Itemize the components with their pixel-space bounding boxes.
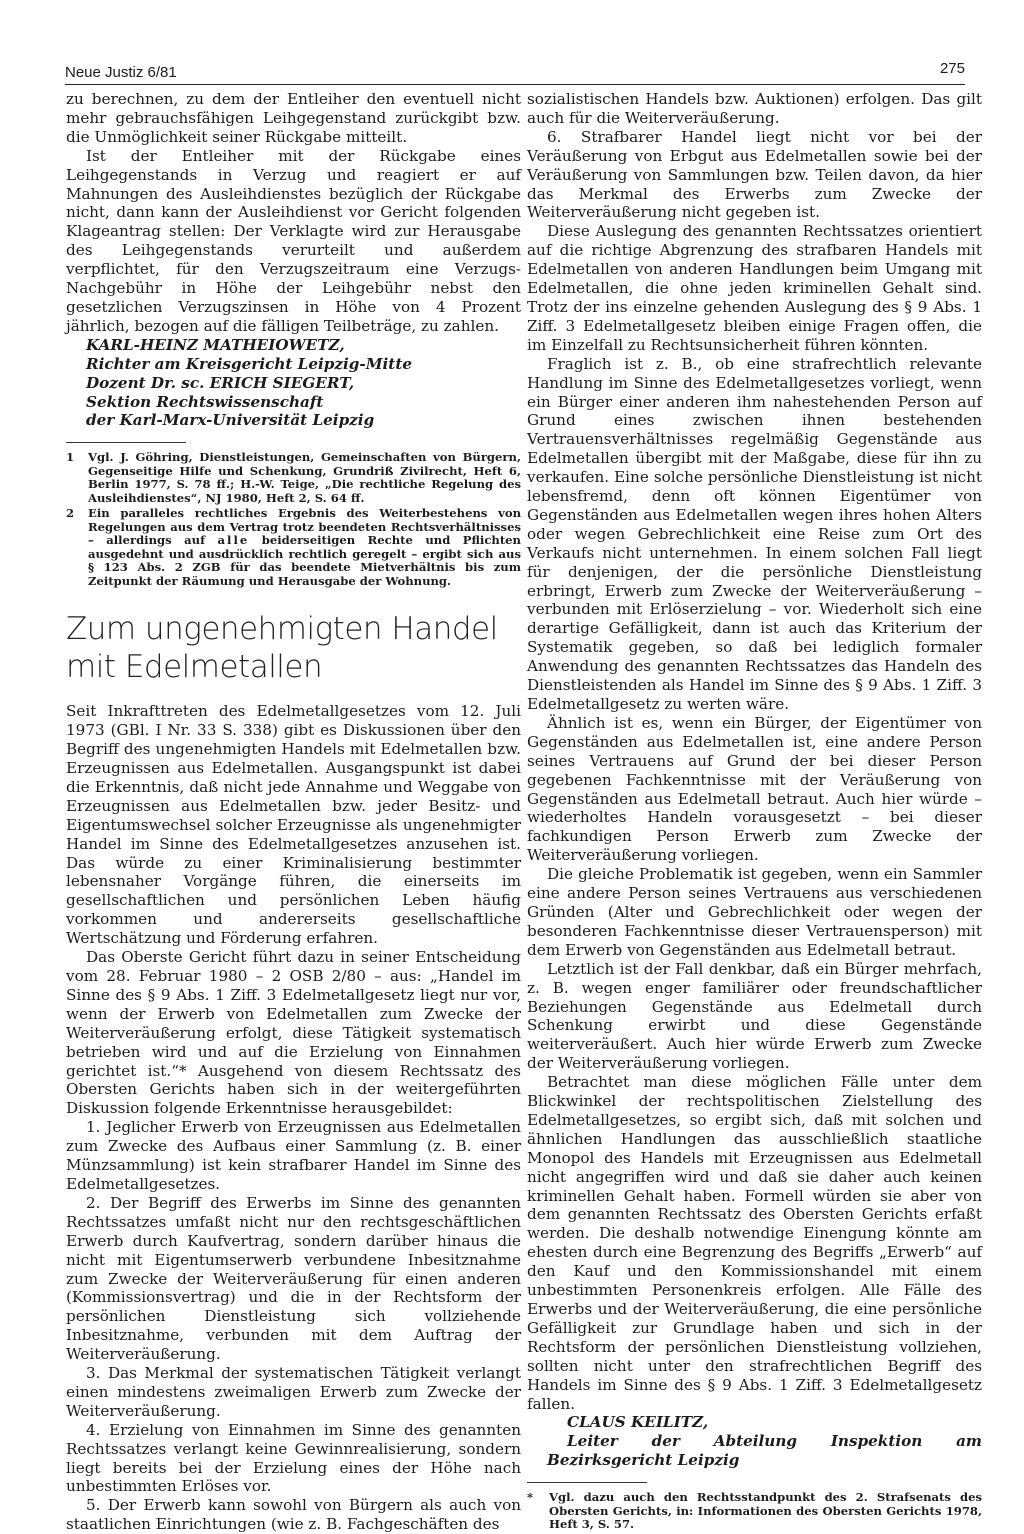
emphasized-word: alle (217, 533, 250, 548)
list-item: 2. Der Begriff des Erwerbs im Sinne des genannten Rechtssatzes umfaßt nicht nur den rechtsgeschäftlichen Erwerb durch Kaufvertrag, sondern darüber hinaus die nicht mit Eigentumserwerb verbundene Inbesitznahme zum Zwecke der Weiterveräußerung für einen anderen (Kommissionsvertrag) und die in der Rechtsform der persönlichen Dienstleistung sich vollziehende Inbesitznahme, verbunden mit dem Auftrag der Weiterveräußerung. (66, 1193, 521, 1364)
author-name: Dozent Dr. sc. ERICH SIEGERT, (86, 373, 355, 392)
body-paragraph: Letztlich ist der Fall denkbar, daß ein Bürger mehrfach, z. B. wegen enger familiärer oder freundschaftlicher Beziehungen Gegenstände aus Edelmetall durch Schenkung erwirbt und diese Gegenstände weiterveräußert. Auch hier würde Erwerb zum Zwecke der Weiterveräußerung vorliegen. (527, 959, 982, 1073)
body-paragraph: Ist der Entleiher mit der Rückgabe eines Leihgegenstands in Verzug und reagiert er auf Mahnungen des Ausleihdienstes bezüglich der Rückgabe nicht, dann kann der Ausleihdienst vor Gericht folgenden Klageantrag stellen: Der Verklagte wird zur Herausgabe des Leihgegenstands verurteilt und außerdem verpflichtet, für den Verzugszeitraum eine Verzugs-Nachgebühr in Höhe der Leihgebühr nebst den gesetzlichen Verzugszinsen in Höhe von 4 Prozent jährlich, bezogen auf die fälligen Teilbeträge, zu zahlen. (66, 146, 521, 335)
footnote-number: 2 (66, 506, 75, 521)
body-paragraph: sozialistischen Handels bzw. Auktionen) erfolgen. Das gilt auch für die Weiterveräußerung. (527, 90, 982, 127)
author-role: Richter am Kreisgericht Leipzig-Mitte (86, 354, 412, 373)
author-role: Sektion Rechtswissenschaft (86, 392, 324, 411)
title-line: mit Edelmetallen (66, 649, 323, 686)
body-paragraph: Die gleiche Problematik ist gegeben, wenn ein Sammler eine andere Person seines Vertrauens aus verschiedenen Gründen (Alter und Gebrechlichkeit oder wegen der besonderen Fachkenntnisse dieser Vertrauensperson) mit dem Erwerb von Gegenständen aus Edelmetall betraut. (527, 865, 982, 959)
footnote-text: Ein paralleles rechtliches Ergebnis des Weiterbestehens von Regelungen aus dem Vertrag trotz beendeten Rechtsverhältnisses – allerdings auf alle beiderseitigen Rechte und Pflichten ausgedehnt und ausdrücklich rechtlich geregelt – ergibt sich aus § 123 Abs. 2 ZGB für das beendete Mietverhältnis bis zum Zeitpunkt der Räumung und Herausgabe der Wohnung. (88, 506, 521, 588)
footnote (66, 507, 521, 588)
title-line: Zum ungenehmigten Handel (66, 611, 498, 648)
list-item: 1. Jeglicher Erwerb von Erzeugnissen aus Edelmetallen zum Zwecke des Aufbaus einer Sammlung (z. B. einer Münzsammlung) ist kein strafbarer Handel im Sinne des Edelmetallgesetzes. (66, 1118, 521, 1193)
body-paragraph: Ähnlich ist es, wenn ein Bürger, der Eigentümer von Gegenständen aus Edelmetallen ist, eine andere Person seines Vertrauens auf Grund der bei dieser Person gegebenen Fachkenntnisse mit der Veräußerung von Gegenständen aus Edelmetall betraut. Auch hier würde – wiederholtes Handeln vorausgesetzt – bei dieser fachkundigen Person Erwerb zum Zwecke der Weiterveräußerung vorliegen. (527, 713, 982, 865)
author-name: KARL-HEINZ MATHEIOWETZ, (86, 335, 345, 354)
list-item: 5. Der Erwerb kann sowohl von Bürgern als auch von staatlichen Einrichtungen (wie z. B. Fachgeschäften des (66, 1496, 521, 1534)
page-header (65, 58, 965, 85)
author-signature-block (66, 336, 521, 431)
footnote-divider (527, 1482, 647, 1483)
author-name: CLAUS KEILITZ, (567, 1413, 709, 1432)
body-paragraph: Das Oberste Gericht führt dazu in seiner Entscheidung vom 28. Februar 1980 – 2 OSB 2/80 – aus: „Handel im Sinne des § 9 Abs. 1 Ziff. 3 Edelmetallgesetz liegt nur vor, wenn der Erwerb von Edelmetallen zum Zwecke der Weiterveräußerung erfolgt, diese Tätigkeit systematisch betrieben wird und auf die Erzielung von Einnahmen gerichtet ist.“* Ausgehend von diesem Rechtssatz des Obersten Gerichts haben sich in der weitergeführten Diskussion folgende Erkenntnisse herausgebildet: (66, 948, 521, 1118)
body-paragraph: Seit Inkrafttreten des Edelmetallgesetzes vom 12. Juli 1973 (GBl. I Nr. 33 S. 338) gibt es Diskussionen über den Begriff des ungenehmigten Handels mit Edelmetallen bzw. Erzeugnissen aus Edelmetallen. Ausgangspunkt ist dabei die Erkenntnis, daß nicht jede Annahme und Weggabe von Erzeugnissen aus Edelmetallen bzw. jeder Besitz- und Eigentumswechsel solcher Erzeugnisse als ungenehmigter Handel im Sinne des Edelmetallgesetzes anzusehen ist. Das würde zu einer Kriminalisierung bestimmter lebensnaher Vorgänge führen, die einerseits im gesellschaftlichen und persönlichen Leben häufig vorkommen und andererseits gesellschaftliche Wertschätzung und Förderung erfahren. (66, 702, 521, 948)
body-paragraph: Betrachtet man diese möglichen Fälle unter dem Blickwinkel der rechtspolitischen Zielstellung des Edelmetallgesetzes, so ergibt sich, daß mit solchen und ähnlichen Handlungen das ausschließlich staatliche Monopol des Handels mit Erzeugnissen aus Edelmetall nicht angegriffen wird und daß sie daher auch keinen kriminellen Gehalt haben. Formell würden sie aber von dem genannten Rechtssatz des Obersten Gerichts erfaßt werden. Die deshalb notwendige Einengung könnte am ehesten durch eine Begrenzung des Begriffs „Erwerb“ auf den Kauf und den Kommissionshandel mit einem unbestimmten Personenkreis erfolgen. Alle Fälle des Erwerbs und der Weiterveräußerung, die eine persönliche Gefälligkeit zur Grundlage haben und sich in der Rechtsform der persönlichen Dienstleistung vollziehen, sollten nicht unter den strafrechtlichen Begriff des Handels im Sinne des § 9 Abs. 1 Ziff. 3 Edelmetallgesetz fallen. (527, 1073, 982, 1413)
footnote (527, 1491, 982, 1532)
article-title (66, 610, 521, 686)
footnote (66, 451, 521, 505)
footnote-number: 1 (66, 450, 75, 465)
body-paragraph: zu berechnen, zu dem der Entleiher den eventuell nicht mehr gebrauchsfähigen Leihgegenstand zurückgibt bzw. die Unmöglichkeit seiner Rückgabe mitteilt. (66, 90, 521, 146)
journal-name: Neue Justiz 6/81 (65, 64, 177, 81)
page-number: 275 (939, 60, 965, 77)
body-paragraph: Diese Auslegung des genannten Rechtssatzes orientiert auf die richtige Abgrenzung des strafbaren Handels mit Edelmetallen von anderen Handlungen beim Umgang mit Edelmetallen, die ohne jeden kriminellen Gehalt sind. Trotz der ins einzelne gehenden Auslegung des § 9 Abs. 1 Ziff. 3 Edelmetallgesetz bleiben einige Fragen offen, die im Einzelfall zu Rechtsunsicherheit führen könnten. (527, 222, 982, 354)
left-column (66, 90, 521, 1534)
author-signature-block (547, 1413, 982, 1470)
footnote-text: Vgl. dazu auch den Rechtsstandpunkt des 2. Strafsenats des Obersten Gerichts, in: Informationen des Obersten Gerichts 1978, Heft 3, S. 57. (549, 1490, 982, 1532)
footnote-text: Vgl. J. Göhring, Dienstleistungen, Gemeinschaften von Bürgern, Gegenseitige Hilfe und Schenkung, Grundriß Zivilrecht, Heft 6, Berlin 1977, S. 78 ff.; H.-W. Teige, „Die rechtliche Regelung des Ausleihdienstes“, NJ 1980, Heft 2, S. 64 ff. (88, 450, 521, 505)
body-paragraph: Fraglich ist z. B., ob eine strafrechtlich relevante Handlung im Sinne des Edelmetallgesetzes vorliegt, wenn ein Bürger einer anderen ihm nahestehenden Person auf Grund eines zwischen ihnen bestehenden Vertrauensverhältnisses regelmäßig Gegenstände aus Edelmetallen übergibt mit der Maßgabe, diese für ihn zu verkaufen. Eine solche persönliche Dienstleistung ist nicht lebensfremd, denn oft können Eigentümer von Gegenständen aus Edelmetallen wegen ihres hohen Alters oder wegen Gebrechlichkeit eine Reise zum Ort des Verkaufs nicht unternehmen. In einem solchen Fall liegt für denjenigen, der die persönliche Dienstleistung erbringt, Erwerb zum Zwecke der Weiterveräußerung – verbunden mit Erlöserzielung – vor. Wiederholt sich eine derartige Gefälligkeit, dann ist auch das Kriterium der Systematik gegeben, so daß bei lediglich formaler Anwendung des genannten Rechtssatzes das Handeln des Dienstleistenden als Handel im Sinne des § 9 Abs. 1 Ziff. 3 Edelmetallgesetz zu werten wäre. (527, 354, 982, 713)
footnote-divider (66, 442, 186, 443)
list-item: 4. Erzielung von Einnahmen im Sinne des genannten Rechtssatzes verlangt keine Gewinnrealisierung, sondern liegt bereits bei der Erzielung eines der Höhe nach unbestimmten Erlöses vor. (66, 1420, 521, 1496)
list-item: 6. Strafbarer Handel liegt nicht vor bei der Veräußerung von Erbgut aus Edelmetallen sowie bei der Veräußerung von Sammlungen bzw. Teilen davon, da hier das Merkmal des Erwerbs zum Zwecke der Weiterveräußerung nicht gegeben ist. (527, 127, 982, 222)
author-role: Leiter der Abteilung Inspektion am Bezirksgericht Leipzig (547, 1432, 982, 1470)
right-column (527, 90, 982, 1532)
list-item: 3. Das Merkmal der systematischen Tätigkeit verlangt einen mindestens zweimaligen Erwerb zum Zwecke der Weiterveräußerung. (66, 1364, 521, 1420)
author-role: der Karl-Marx-Universität Leipzig (86, 411, 375, 430)
footnote-number: * (527, 1490, 534, 1505)
